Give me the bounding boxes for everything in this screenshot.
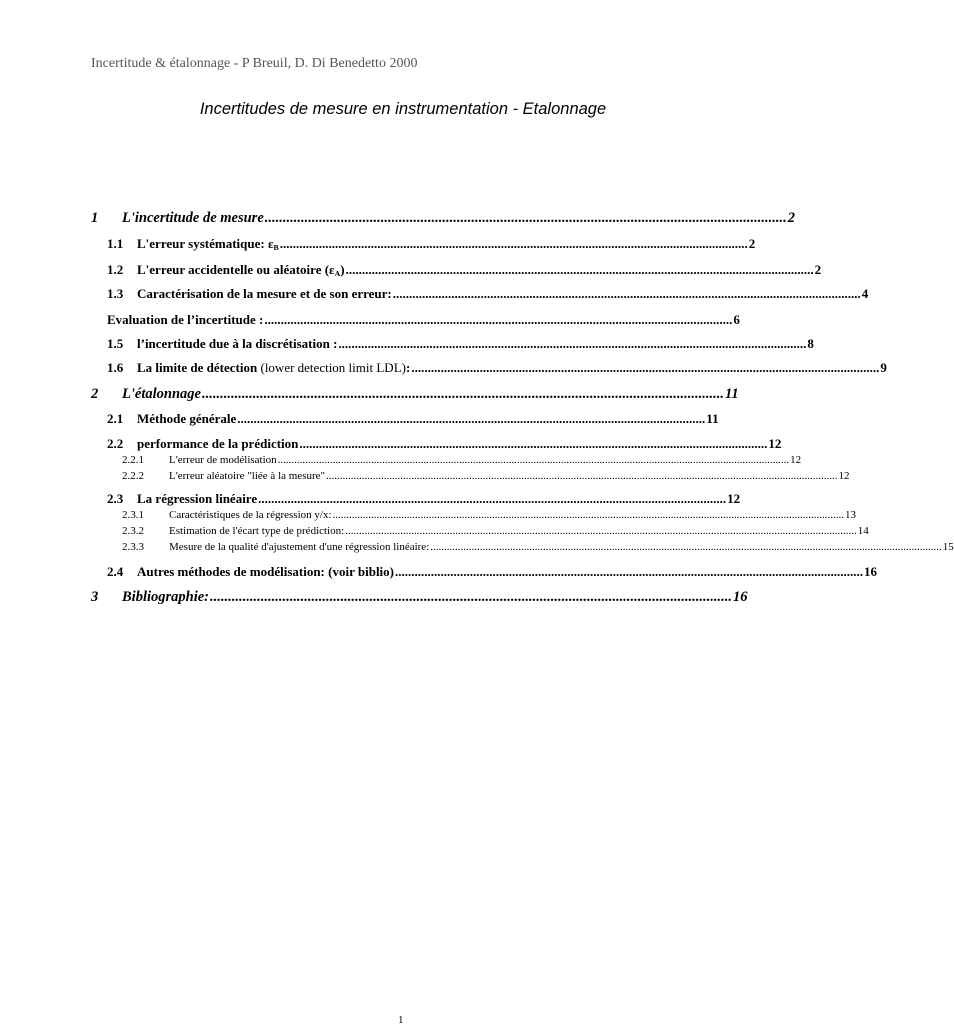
toc-entry[interactable]: [0, 286, 869, 304]
toc-page-number: 15: [942, 541, 954, 553]
toc-number: 2.2: [107, 436, 124, 451]
toc-page-number: 13: [845, 509, 857, 521]
toc-label: Méthode générale: [137, 411, 237, 426]
toc-page-number: 2: [748, 236, 756, 251]
toc-leader: ................................................................................................................................................: [299, 436, 768, 451]
document-title: Incertitudes de mesure en instrumentation - Etalonnage: [199, 100, 607, 118]
toc-page-number: 2: [814, 262, 822, 277]
toc-leader: ................................................................................................................................................: [264, 210, 787, 226]
toc-leader: ................................................................................................................................................: [279, 236, 748, 251]
toc-page-number: 12: [768, 436, 782, 451]
running-header: Incertitude & étalonnage - P Breuil, D. Di Benedetto 2000: [91, 56, 418, 71]
toc-label: l’incertitude due à la discrétisation :: [137, 336, 338, 351]
toc-page-number: 12: [838, 470, 850, 482]
toc-page-number: 12: [790, 454, 802, 466]
toc-number: 2.3.2: [122, 525, 144, 537]
toc-entry[interactable]: [0, 541, 954, 555]
toc-leader: ..........................................................................................................................................................................................: [277, 454, 790, 466]
toc-entry[interactable]: [0, 454, 802, 468]
toc-label: La régression linéaire: [137, 491, 258, 506]
toc-label: Autres méthodes de modélisation: (voir biblio): [137, 564, 394, 579]
toc-label: L'erreur de modélisation: [169, 454, 277, 466]
toc-number: 2.3.1: [122, 509, 144, 521]
toc-entry[interactable]: [0, 509, 857, 523]
toc-entry[interactable]: [0, 436, 782, 454]
toc-entry[interactable]: [0, 525, 869, 539]
toc-entry[interactable]: [0, 262, 822, 280]
toc-entry[interactable]: [0, 236, 768, 254]
toc-entry[interactable]: [0, 470, 850, 484]
toc-entry[interactable]: [0, 386, 768, 404]
toc-entry[interactable]: [0, 210, 796, 228]
toc-page-number: 9: [880, 360, 887, 375]
toc-number: 1.6: [107, 360, 124, 375]
toc-page-number: 8: [807, 336, 814, 351]
toc-leader: ................................................................................................................................................: [345, 262, 814, 277]
toc-label: L'incertitude de mesure: [122, 210, 264, 226]
toc-page-number: 16: [864, 564, 877, 579]
toc-leader: ................................................................................................................................................: [201, 386, 724, 402]
toc-entry[interactable]: [0, 491, 768, 509]
toc-label: L'erreur systématique: εB: [137, 236, 279, 253]
toc-label: L'erreur aléatoire "liée à la mesure": [169, 470, 326, 482]
toc-label: L'erreur accidentelle ou aléatoire (εA): [137, 262, 345, 279]
toc-entry[interactable]: [0, 312, 768, 330]
toc-entry[interactable]: [0, 589, 768, 607]
toc-label: L'étalonnage: [122, 386, 201, 402]
toc-label: Caractérisation de la mesure et de son erreur:: [137, 286, 392, 301]
toc-entry[interactable]: [0, 336, 814, 354]
page-number: 1: [398, 1014, 404, 1026]
toc-leader: ..........................................................................................................................................................................................: [430, 541, 942, 553]
toc-label: Estimation de l'écart type de prédiction:: [169, 525, 345, 537]
toc-number: 2.1: [107, 411, 124, 426]
toc-leader: ..........................................................................................................................................................................................: [326, 470, 838, 482]
toc-number: 2.3: [107, 491, 124, 506]
toc-number: 1: [91, 210, 99, 226]
toc-label: La limite de détection (lower detection limit LDL):: [137, 360, 411, 375]
toc-page-number: 6: [733, 312, 740, 327]
toc-page-number: 11: [724, 386, 739, 402]
toc-number: 2.4: [107, 564, 124, 579]
toc-leader: ..........................................................................................................................................................................................: [345, 525, 857, 537]
toc-number: 2.2.1: [122, 454, 144, 466]
toc-label: Bibliographie:: [122, 589, 210, 605]
toc-number: 2: [91, 386, 99, 402]
toc-leader: ................................................................................................................................................: [338, 336, 807, 351]
toc-number: 1.5: [107, 336, 124, 351]
toc-leader: ................................................................................................................................................: [237, 411, 706, 426]
toc-leader: ................................................................................................................................................: [392, 286, 861, 301]
toc-entry[interactable]: [0, 564, 877, 582]
toc-label: performance de la prédiction: [137, 436, 299, 451]
toc-leader: ..........................................................................................................................................................................................: [332, 509, 845, 521]
toc-page-number: 2: [787, 210, 796, 226]
toc-leader: ................................................................................................................................................: [258, 491, 727, 506]
toc-number: 1.1: [107, 236, 124, 251]
toc-label: Mesure de la qualité d'ajustement d'une régression linéaire:: [169, 541, 430, 553]
toc-entry[interactable]: [0, 360, 887, 378]
toc-number: 2.2.2: [122, 470, 144, 482]
toc-label: Evaluation de l’incertitude :: [107, 312, 264, 327]
toc-page-number: 14: [857, 525, 869, 537]
toc-page-number: 4: [861, 286, 869, 301]
toc-page-number: 16: [733, 589, 748, 605]
toc-page-number: 11: [706, 411, 719, 426]
toc-leader: ................................................................................................................................................: [395, 564, 863, 579]
toc-number: 1.2: [107, 262, 124, 277]
toc-entry[interactable]: [0, 411, 768, 429]
toc-page-number: 12: [727, 491, 741, 506]
toc-number: 3: [91, 589, 99, 605]
toc-leader: ................................................................................................................................................: [210, 589, 733, 605]
toc-number: 2.3.3: [122, 541, 144, 553]
toc-number: 1.3: [107, 286, 124, 301]
toc-leader: ................................................................................................................................................: [264, 312, 733, 327]
toc-leader: ................................................................................................................................................: [411, 360, 880, 375]
toc-label: Caractéristiques de la régression y/x:: [169, 509, 332, 521]
